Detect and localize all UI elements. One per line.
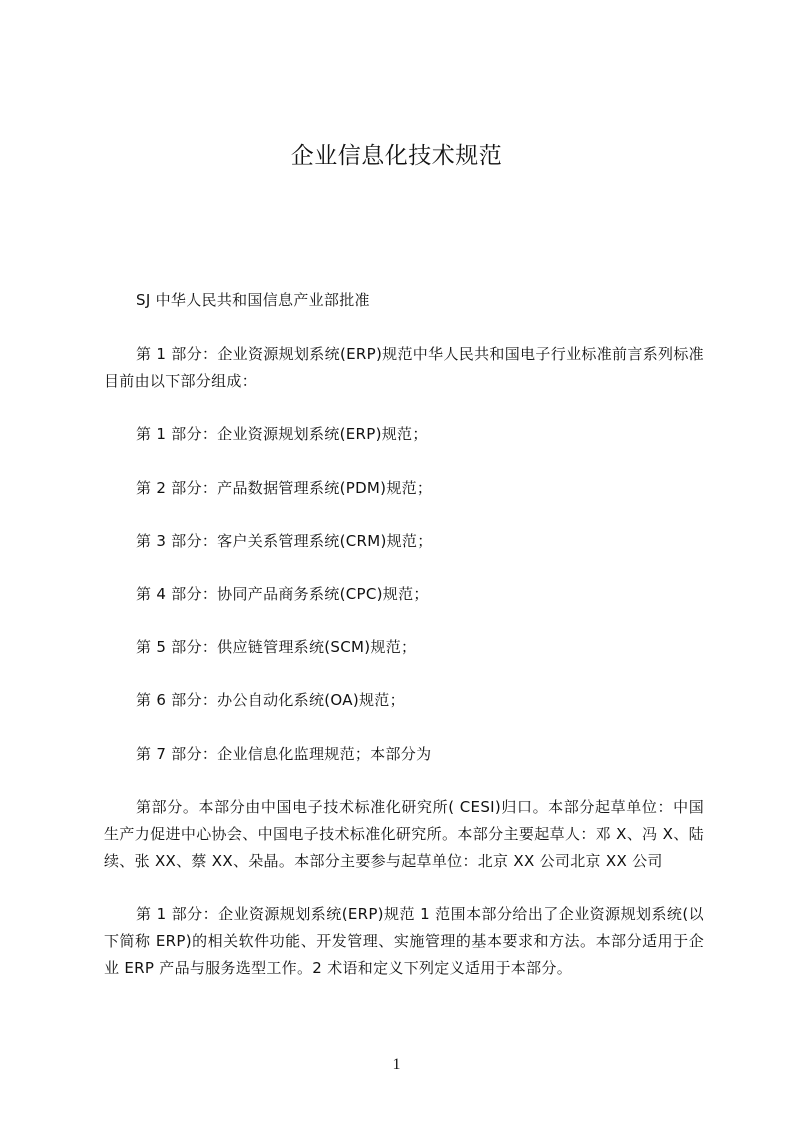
document-title: 企业信息化技术规范 bbox=[290, 143, 503, 169]
part-7-line: 第 7 部分：企业信息化监理规范；本部分为 bbox=[136, 745, 432, 763]
part-4-line: 第 4 部分：协同产品商务系统(CPC)规范； bbox=[136, 585, 429, 603]
part-6-line: 第 6 部分：办公自动化系统(OA)规范； bbox=[136, 691, 405, 709]
part-1-line: 第 1 部分：企业资源规划系统(ERP)规范； bbox=[136, 425, 428, 443]
intro-paragraph: 第 1 部分：企业资源规划系统(ERP)规范中华人民共和国电子行业标准前言系列标准目前由以下部分组成： bbox=[104, 345, 704, 390]
approval-line: SJ 中华人民共和国信息产业部批准 bbox=[136, 291, 370, 309]
responsibility-paragraph: 第部分。本部分由中国电子技术标准化研究所( CESI)归口。本部分起草单位：中国生产力促进中心协会、中国电子技术标准化研究所。本部分主要起草人：邓 X、冯 X、陆续、张 XX、蔡 XX、朵晶。本部分主要参与起草单位：北京 XX 公司北京 XX 公司 bbox=[104, 798, 704, 870]
scope-paragraph: 第 1 部分：企业资源规划系统(ERP)规范 1 范围本部分给出了企业资源规划系统(以下简称 ERP)的相关软件功能、开发管理、实施管理的基本要求和方法。本部分适用于企业 ERP 产品与服务选型工作。2 术语和定义下列定义适用于本部分。 bbox=[104, 905, 704, 977]
part-3-line: 第 3 部分：客户关系管理系统(CRM)规范； bbox=[136, 532, 433, 550]
part-2-line: 第 2 部分：产品数据管理系统(PDM)规范； bbox=[136, 479, 433, 497]
page-number: 1 bbox=[392, 1056, 401, 1073]
part-5-line: 第 5 部分：供应链管理系统(SCM)规范； bbox=[136, 638, 417, 656]
